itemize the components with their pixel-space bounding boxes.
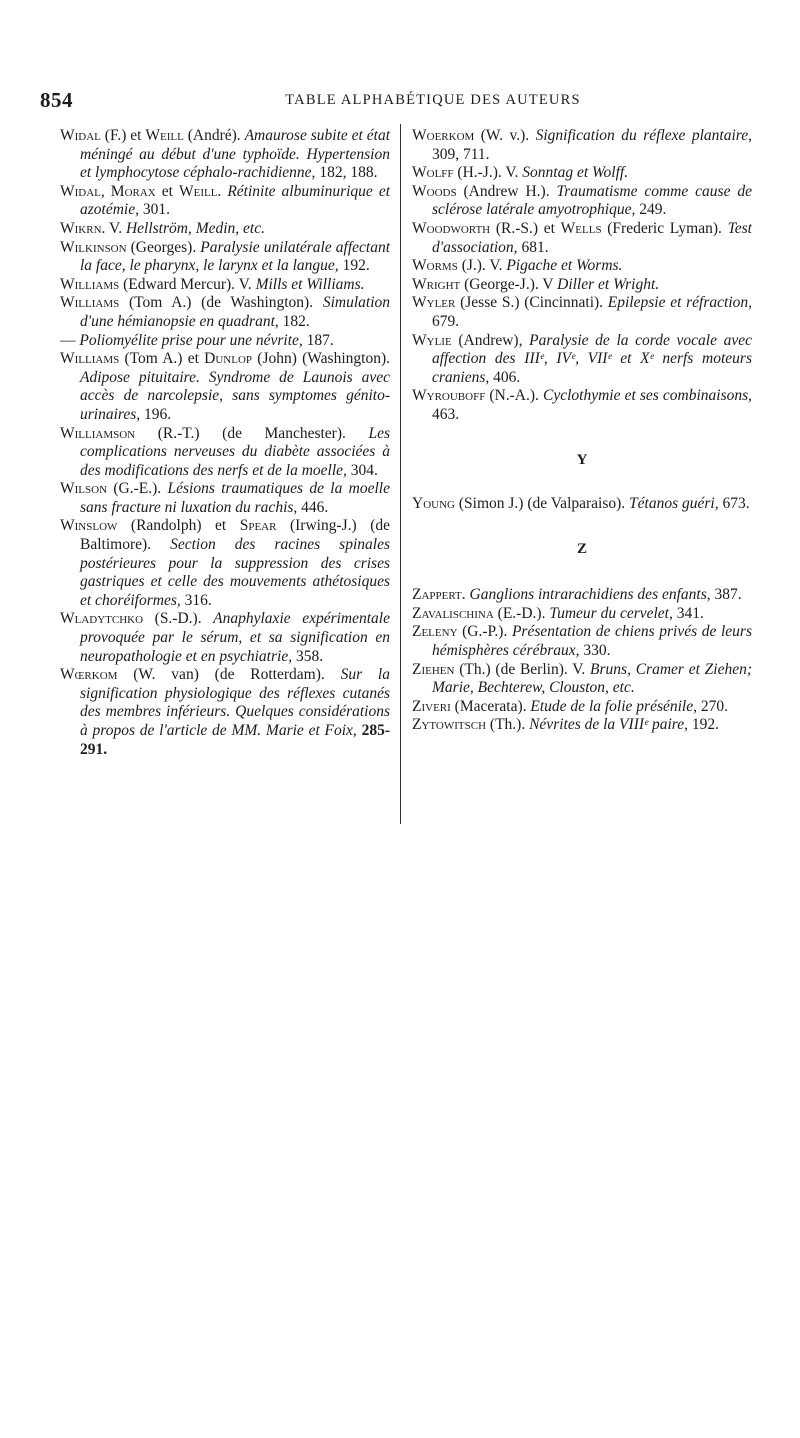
index-entry: Worms (J.). V. Pigache et Worms.: [412, 257, 623, 275]
index-entry: Woods (Andrew H.). Traumatisme comme cause de sclérose latérale amyotrophique, 249.: [412, 182, 752, 219]
index-entry: Woerkom (W. v.). Signification du réflexe plantaire, 309, 711.: [412, 127, 752, 163]
index-entry: Wilkinson (Georges). Paralysie unilatérale affectant la face, le pharynx, le larynx et la langue, 192.: [60, 238, 390, 275]
index-entry: Woodworth (R.-S.) et Wells (Frederic Lyman). Test d'association, 681.: [412, 219, 752, 256]
index-entry: Widal, Morax et Weill. Rétinite albuminurique et azotémie, 301.: [60, 182, 391, 219]
right-column: [412, 127, 752, 735]
running-head: [40, 88, 776, 118]
index-entry: Wilson (G.-E.). Lésions traumatiques de la moelle sans fracture ni luxation du rachis, 446.: [60, 480, 390, 516]
index-entry: Wylie (Andrew), Paralysie de la corde vocale avec affection des IIIᵉ, IVᵉ, VIIᵉ et Xᵉ nerfs moteurs craniens, 406.: [412, 331, 752, 386]
running-title: TABLE ALPHABÉTIQUE DES AUTEURS: [285, 92, 581, 108]
index-entry: Winslow (Randolph) et Spear (Irwing-J.) (de Baltimore). Section des racines spinales postérieures pour la suppression des crises gastriques et celle des mouvements athétosiques et choréiformes, 316.: [60, 517, 390, 609]
index-entry: — Poliomyélite prise pour une névrite, 187.: [60, 331, 334, 349]
index-entry: Zappert. Ganglions intrarachidiens des enfants, 387.: [412, 586, 742, 604]
index-entry: Wœrkom (W. van) (de Rotterdam). Sur la signification physiologique des réflexes cutanés des membres inférieurs. Quelques considérations à propos de l'article de MM. Marie et Foix, 285-291.: [60, 666, 390, 758]
section-letter-y: Y: [576, 451, 588, 468]
index-entry: Ziveri (Macerata). Etude de la folie présénile, 270.: [412, 697, 728, 715]
column-divider: [400, 124, 401, 824]
index-entry: Williams (Tom A.) et Dunlop (John) (Washington). Adipose pituitaire. Syndrome de Launois avec accès de narcolepsie, sans symptomes génito-urinaires, 196.: [60, 350, 390, 423]
index-entry: Wright (George-J.). V Diller et Wright.: [412, 275, 660, 293]
section-letter-z: Z: [576, 540, 587, 557]
index-entry: Zavalischina (E.-D.). Tumeur du cervelet, 341.: [412, 604, 704, 622]
index-entry: Widal (F.) et Weill (André). Amaurose subite et état méningé au début d'une typhoïde. Hypertension et lymphocytose céphalo-rachidienne, 182, 188.: [60, 127, 390, 182]
index-entry: Zeleny (G.-P.). Présentation de chiens privés de leurs hémisphères cérébraux, 330.: [412, 623, 752, 660]
index-entry: Wladytchko (S.-D.). Anaphylaxie expérimentale provoquée par le sérum, et sa signification en neuropathologie et en psychiatrie, 358.: [60, 610, 390, 665]
index-entry: Wolff (H.-J.). V. Sonntag et Wolff.: [412, 164, 629, 182]
left-column: [60, 127, 390, 759]
index-entry: Williamson (R.-T.) (de Manchester). Les complications nerveuses du diabète associées à des modifications des nerfs et de la moelle, 304.: [60, 424, 390, 479]
page-number: 854: [40, 88, 73, 112]
index-entry: Wyler (Jesse S.) (Cincinnati). Epilepsie et réfraction, 679.: [412, 294, 752, 330]
index-entry: Young (Simon J.) (de Valparaiso). Tétanos guéri, 673.: [412, 495, 750, 513]
index-entry: Wikrn. V. Hellström, Medin, etc.: [60, 219, 265, 237]
index-entry: Williams (Tom A.) (de Washington). Simulation d'une hémianopsie en quadrant, 182.: [60, 294, 390, 330]
index-entry: Williams (Edward Mercur). V. Mills et Williams.: [60, 275, 365, 293]
index-entry: Zytowitsch (Th.). Névrites de la VIIIᵉ paire, 192.: [412, 716, 719, 734]
index-entry: Wyrouboff (N.-A.). Cyclothymie et ses combinaisons, 463.: [412, 387, 753, 423]
index-entry: Ziehen (Th.) (de Berlin). V. Bruns, Cramer et Ziehen; Marie, Bechterew, Clouston, etc.: [412, 660, 752, 697]
